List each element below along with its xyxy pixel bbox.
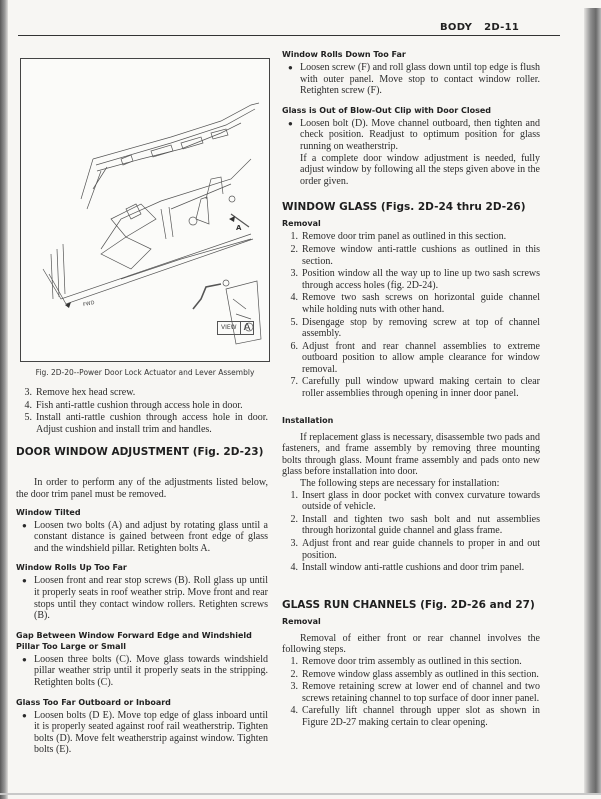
bullet-icon: ● <box>22 520 27 530</box>
running-head <box>440 22 519 33</box>
list-item <box>16 412 268 435</box>
subheading: Glass Too Far Outboard or Inboard <box>16 697 171 707</box>
view-letter: A <box>243 322 251 333</box>
bullet-item <box>22 710 268 756</box>
bullet-item <box>22 575 268 621</box>
step-text: Carefully lift channel through upper slot as shown in Figure 2D-27 making certain to clear opening. <box>302 705 540 728</box>
list-item <box>282 538 540 561</box>
step-number: 2. <box>290 243 298 255</box>
step-number: 2. <box>290 668 298 680</box>
step-text: Remove door trim assembly as outlined in this section. <box>302 655 522 667</box>
step-number: 6. <box>290 340 298 352</box>
subheading: Window Tilted <box>16 507 81 517</box>
bullet-item <box>288 62 540 97</box>
step-text: Fish anti-rattle cushion through access hole in door. <box>36 399 243 411</box>
list-item <box>282 244 540 267</box>
bullet-text: Loosen three bolts (C). Move glass towards windshield pillar weather strip until it properly seats in the stripping. Retighten bolts (C). <box>34 653 268 688</box>
channels-intro: Removal of either front or rear channel involves the following steps. <box>282 632 540 656</box>
step-number: 4. <box>24 399 32 411</box>
bullet-icon: ● <box>22 710 27 720</box>
step-text: Carefully pull window upward making certain to clear roller assemblies through opening in inner door panel. <box>302 376 540 400</box>
subheading: Glass is Out of Blow-Out Clip with Door Closed <box>282 105 492 115</box>
section-heading: DOOR WINDOW ADJUSTMENT (Fig. 2D-23) <box>16 446 264 459</box>
bullet-text: Loosen front and rear stop screws (B). Roll glass up until it properly seats in roof weather strip. Move front and rear stops until they contact window rollers. Retighten screws (B). <box>34 575 268 622</box>
list-item <box>282 268 540 291</box>
step-number: 5. <box>24 412 32 424</box>
bullet-note: If a complete door window adjustment is needed, fully adjust window by following all the steps given above in the order given. <box>300 152 540 187</box>
window-glass-installation-steps <box>282 490 540 574</box>
step-text: Remove window anti-rattle cushions as outlined in this section. <box>302 243 540 267</box>
list-item <box>282 376 540 399</box>
glass-run-channel-steps <box>282 656 540 729</box>
step-text: Remove retaining screw at lower end of channel and two screws retaining channel to top surface of door inner panel. <box>302 681 540 704</box>
section-heading: WINDOW GLASS (Figs. 2D-24 thru 2D-26) <box>282 201 526 214</box>
bullet-icon: ● <box>288 63 293 72</box>
list-item <box>16 387 268 399</box>
step-number: 3. <box>290 681 298 693</box>
step-number: 3. <box>290 538 298 549</box>
scan-bottom-edge <box>0 793 601 795</box>
figure-2d-20 <box>20 58 270 362</box>
right-column <box>282 49 540 730</box>
bullet-item <box>288 118 540 188</box>
subheading: Window Rolls Up Too Far <box>16 563 127 573</box>
view-a-label <box>217 321 254 335</box>
list-item <box>282 514 540 537</box>
subheading: Removal <box>282 219 321 229</box>
bullet-icon: ● <box>288 118 293 128</box>
scan-left-edge-shadow <box>0 0 8 799</box>
step-number: 7. <box>290 376 298 388</box>
step-number: 4. <box>290 705 298 717</box>
callout-arrow-icon <box>229 216 235 222</box>
step-text: Disengage stop by removing screw at top of channel assembly. <box>302 316 540 340</box>
scan-right-edge-shadow <box>584 8 601 793</box>
lock-actuator-steps <box>16 387 268 435</box>
list-item <box>282 341 540 376</box>
bullet-main-text: Loosen bolt (D). Move channel outboard, then tighten and check position. Readjust to optimum position for glass running on weatherstrip. <box>300 117 540 152</box>
step-text: Adjust front and rear channel assemblies to extreme outboard position to allow ample clearance for window removal. <box>302 340 540 375</box>
step-number: 4. <box>290 292 298 304</box>
left-column <box>16 387 268 756</box>
installation-lead: The following steps are necessary for installation: <box>300 478 500 490</box>
step-number: 1. <box>290 655 298 667</box>
fwd-arrow-icon <box>65 302 71 308</box>
step-text: Install anti-rattle cushion through access hole in door. Adjust cushion and install trim and handles. <box>36 412 268 435</box>
step-text: Install window anti-rattle cushions and door trim panel. <box>302 562 525 574</box>
list-item <box>282 562 540 574</box>
step-text: Remove two sash screws on horizontal guide channel while holding nuts with other hand. <box>302 292 540 315</box>
door-lock-actuator-illustration <box>21 59 269 361</box>
step-number: 3. <box>24 387 32 398</box>
subheading: Window Rolls Down Too Far <box>282 50 406 59</box>
bullet-icon: ● <box>22 654 27 664</box>
step-text: Install and tighten two sash bolt and nut assemblies through horizontal guide channel and glass frame. <box>302 513 540 537</box>
subheading: Gap Between Window Forward Edge and Windshield Pillar Too Large or Small <box>16 630 252 651</box>
step-number: 4. <box>290 562 298 574</box>
step-number: 5. <box>290 316 298 328</box>
bullet-text <box>300 118 540 188</box>
step-text: Remove hex head screw. <box>36 387 136 398</box>
step-number: 2. <box>290 513 298 525</box>
step-number: 1. <box>290 489 298 501</box>
list-item <box>282 669 540 681</box>
header-rule <box>18 35 560 36</box>
section-heading: GLASS RUN CHANNELS (Fig. 2D-26 and 27) <box>282 598 535 611</box>
list-item <box>282 292 540 315</box>
bullet-item <box>22 520 268 555</box>
installation-intro: If replacement glass is necessary, disassemble two pads and fasteners, and frame assembly by removing three mounting bolts through glass. Mount frame assembly and pads onto new glass before installation into door. <box>282 431 540 478</box>
step-text: Insert glass in door pocket with convex curvature towards outside of vehicle. <box>302 489 540 513</box>
list-item <box>282 681 540 704</box>
subheading: Installation <box>282 415 334 425</box>
intro-paragraph: In order to perform any of the adjustments listed below, the door trim panel must be removed. <box>16 477 268 500</box>
callout-a-label: A <box>236 224 242 232</box>
step-text: Adjust front and rear guide channels to proper in and out position. <box>302 538 540 561</box>
step-text: Remove window glass assembly as outlined in this section. <box>302 668 539 680</box>
figure-caption: Fig. 2D-20--Power Door Lock Actuator and Lever Assembly <box>35 368 255 377</box>
section-name: BODY <box>440 22 473 33</box>
step-number: 1. <box>290 231 298 243</box>
bullet-text: Loosen screw (F) and roll glass down until top edge is flush with outer panel. Move stop to contact window roller. Retighten screw (F). <box>300 62 540 97</box>
list-item <box>282 231 540 243</box>
bullet-text: Loosen two bolts (A) and adjust by rotating glass until a constant distance is gained between front edge of glass and the windshield pillar. Retighten bolts A. <box>34 519 268 554</box>
step-text: Remove door trim panel as outlined in this section. <box>302 231 507 243</box>
list-item <box>282 317 540 340</box>
fwd-label: FWD <box>82 299 96 309</box>
step-number: 3. <box>290 268 298 280</box>
list-item <box>282 656 540 668</box>
list-item <box>16 400 268 412</box>
page-number: 2D-11 <box>484 22 520 33</box>
bullet-item <box>22 654 268 689</box>
subheading: Removal <box>282 616 321 626</box>
bullet-icon: ● <box>22 576 27 586</box>
step-text: Position window all the way up to line up two sash screws through access holes (fig. 2D-24). <box>302 268 540 291</box>
list-item <box>282 490 540 513</box>
view-text: VIEW <box>218 322 241 334</box>
window-glass-removal-steps <box>282 231 540 399</box>
bullet-text: Loosen bolts (D E). Move top edge of glass inboard until it is properly seated against roof rail weatherstrip. Tighten bolts (D). Move felt weatherstrip against window. Tighten bolts (E). <box>34 709 268 756</box>
list-item <box>282 705 540 728</box>
